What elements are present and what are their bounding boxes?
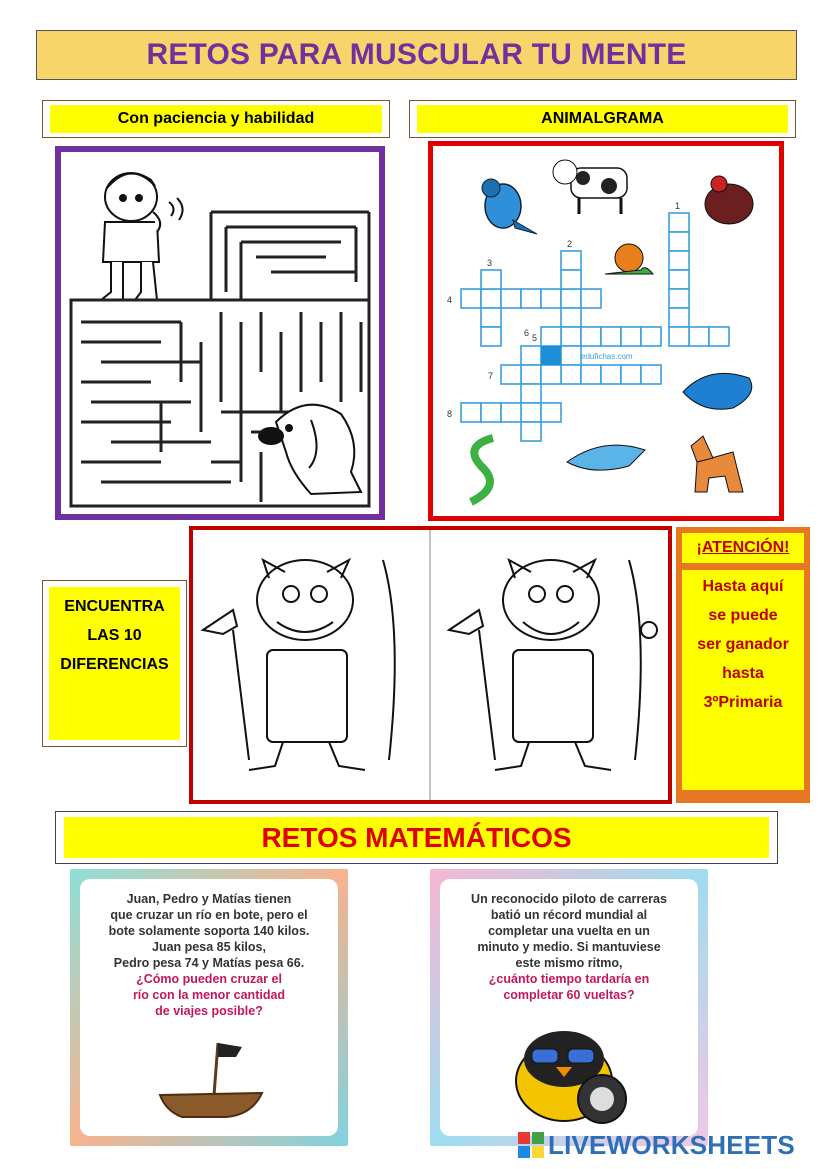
attention-line: se puede (708, 607, 778, 624)
watermark: edufichas.com (581, 352, 633, 361)
liveworksheets-icon (518, 1132, 544, 1158)
attention-panel (676, 527, 810, 803)
card-line: batió un récord mundial al (490, 908, 648, 922)
dog-illustration (259, 405, 361, 494)
clue-number: 4 (447, 295, 453, 305)
card-line: completar una vuelta en un (488, 924, 650, 938)
liveworksheets-wordmark: LIVEWORKSHEETS (548, 1129, 795, 1160)
math-header-label: RETOS MATEMÁTICOS (64, 817, 769, 858)
differences-label-line: DIFERENCIAS (60, 656, 169, 673)
math-card-pilot (430, 869, 708, 1146)
clue-number: 2 (567, 239, 573, 249)
differences-label-line: ENCUENTRA (64, 598, 165, 615)
maze-header (42, 100, 390, 138)
maze-header-label: Con paciencia y habilidad (50, 105, 382, 133)
math-card-text (80, 891, 338, 1019)
crossword-header (409, 100, 796, 138)
math-header (55, 811, 778, 864)
crossword-grid (433, 146, 779, 516)
crossword-header-label: ANIMALGRAMA (417, 105, 788, 133)
card-question-line: de viajes posible? (155, 1004, 263, 1018)
clue-number: 6 (524, 328, 530, 338)
turkey-icon (705, 176, 753, 224)
cow-icon (553, 160, 627, 214)
clue-number: 8 (447, 409, 453, 419)
differences-label-frame (42, 580, 187, 747)
attention-body (682, 570, 804, 790)
maze-puzzle (55, 146, 385, 520)
card-line: este mismo ritmo, (515, 956, 623, 970)
differences-drawing (193, 530, 668, 800)
penguin-pilot-icon (506, 1019, 636, 1129)
liveworksheets-logo (518, 1130, 814, 1160)
maze-drawing (61, 152, 379, 514)
card-line: Juan, Pedro y Matías tienen (126, 892, 292, 906)
card-line: Un reconocido piloto de carreras (471, 892, 667, 906)
attention-title: ¡ATENCIÓN! (682, 533, 804, 563)
attention-line: 3ºPrimaria (703, 694, 783, 711)
whale-icon (683, 373, 752, 409)
attention-line: hasta (722, 665, 764, 682)
clue-number: 5 (532, 333, 538, 343)
spot-differences-puzzle (189, 526, 672, 804)
card-line: bote solamente soporta 140 kilos. (108, 924, 310, 938)
attention-line: ser ganador (697, 636, 789, 653)
page-title: RETOS PARA MUSCULAR TU MENTE (146, 38, 687, 71)
shaded-cell (541, 346, 561, 365)
differences-label (49, 587, 180, 740)
card-question-line: río con la menor cantidad (132, 988, 286, 1002)
card-question-line: ¿cuánto tiempo tardaría en (488, 972, 650, 986)
shark-icon (567, 445, 645, 470)
card-line: Pedro pesa 74 y Matías pesa 66. (113, 956, 305, 970)
card-question-line: completar 60 vueltas? (503, 988, 635, 1002)
pigeon-icon (482, 179, 537, 234)
clue-number: 1 (675, 201, 681, 211)
card-line: Juan pesa 85 kilos, (152, 940, 266, 954)
differences-label-line: LAS 10 (87, 627, 142, 644)
card-line: minuto y medio. Si mantuviese (477, 940, 661, 954)
math-card-boat (70, 869, 348, 1146)
card-line: que cruzar un río en bote, pero el (110, 908, 308, 922)
snake-icon (471, 438, 493, 502)
title-banner (36, 30, 797, 80)
card-question-line: ¿Cómo pueden cruzar el (136, 972, 282, 986)
monster-right (449, 560, 657, 770)
attention-line: Hasta aquí (702, 578, 784, 595)
crossword-cells (461, 213, 729, 441)
snail-icon (605, 244, 653, 274)
clue-number: 3 (487, 258, 493, 268)
clue-number: 7 (488, 371, 494, 381)
boat-icon (156, 1033, 266, 1123)
boy-illustration (101, 173, 183, 300)
crossword-puzzle (428, 141, 784, 521)
math-card-text (440, 891, 698, 1003)
horse-icon (691, 436, 743, 492)
monster-left (203, 560, 395, 770)
